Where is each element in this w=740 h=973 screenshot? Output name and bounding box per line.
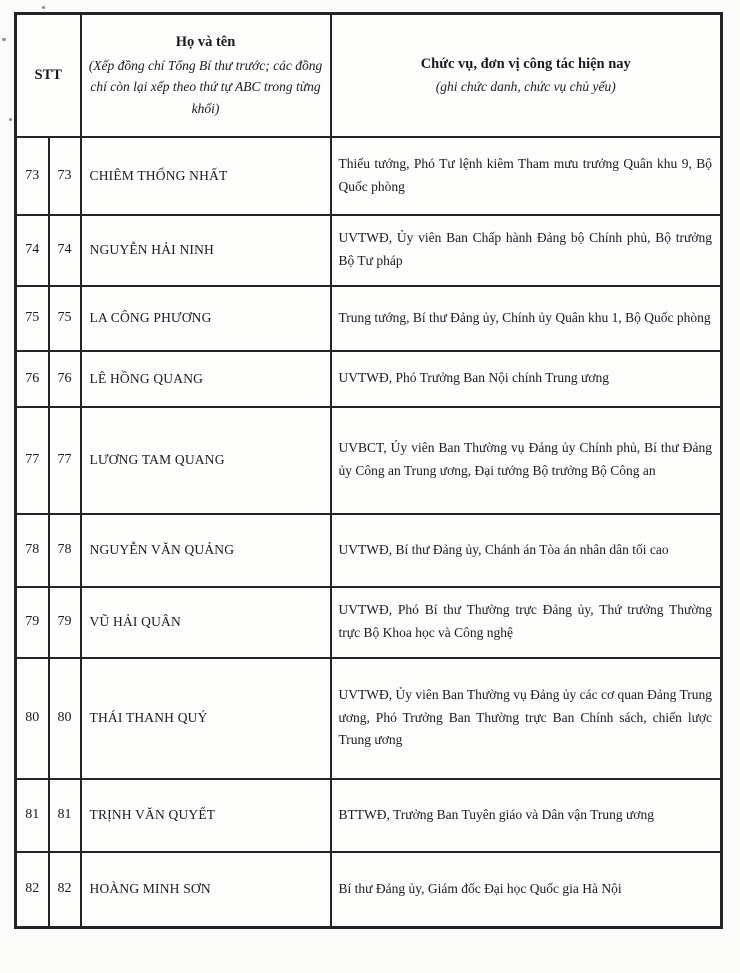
- row-position: UVTWĐ, Ủy viên Ban Thường vụ Đảng ủy các cơ quan Đảng Trung ương, Phó Trưởng Ban Thường trực Ban Chính sách, chiến lược Trung ương: [331, 658, 722, 779]
- row-stt-1: 82: [16, 852, 49, 928]
- table-header-row: [16, 14, 722, 137]
- header-name-title: Họ và tên: [175, 34, 236, 51]
- table-row: [16, 286, 722, 351]
- row-stt-1: 74: [16, 215, 49, 286]
- scan-speck: [42, 6, 45, 9]
- row-stt-1: 81: [16, 779, 49, 852]
- scan-speck: [2, 38, 6, 41]
- row-position: Bí thư Đảng ủy, Giám đốc Đại học Quốc gia Hà Nội: [331, 852, 722, 928]
- header-stt-label: STT: [34, 66, 62, 83]
- row-stt-1: 76: [16, 351, 49, 407]
- row-position: Thiếu tướng, Phó Tư lệnh kiêm Tham mưu trưởng Quân khu 9, Bộ Quốc phòng: [331, 137, 722, 215]
- row-position: UVTWĐ, Phó Trưởng Ban Nội chính Trung ương: [331, 351, 722, 407]
- row-stt-2: 73: [49, 137, 81, 215]
- header-position-note: (ghi chức danh, chức vụ chủ yếu): [435, 79, 616, 95]
- row-stt-2: 80: [49, 658, 81, 779]
- row-stt-2: 78: [49, 514, 81, 587]
- row-name: TRỊNH VĂN QUYẾT: [81, 779, 331, 852]
- table-row: [16, 658, 722, 779]
- header-position-title: Chức vụ, đơn vị công tác hiện nay: [420, 55, 631, 72]
- row-position: UVTWĐ, Ủy viên Ban Chấp hành Đảng bộ Chính phủ, Bộ trưởng Bộ Tư pháp: [331, 215, 722, 286]
- row-stt-2: 82: [49, 852, 81, 928]
- row-name: NGUYỄN VĂN QUẢNG: [81, 514, 331, 587]
- header-cell-name: [81, 14, 331, 137]
- row-position: BTTWĐ, Trưởng Ban Tuyên giáo và Dân vận Trung ương: [331, 779, 722, 852]
- table-row: [16, 587, 722, 658]
- row-stt-2: 79: [49, 587, 81, 658]
- row-name: THÁI THANH QUÝ: [81, 658, 331, 779]
- row-stt-2: 76: [49, 351, 81, 407]
- scan-speck: [9, 118, 12, 121]
- row-stt-2: 75: [49, 286, 81, 351]
- row-name: HOÀNG MINH SƠN: [81, 852, 331, 928]
- table-row: [16, 351, 722, 407]
- document-page: [14, 12, 723, 929]
- row-name: LƯƠNG TAM QUANG: [81, 407, 331, 514]
- row-stt-1: 77: [16, 407, 49, 514]
- header-cell-position: [331, 14, 722, 137]
- row-position: Trung tướng, Bí thư Đảng ủy, Chính ủy Quân khu 1, Bộ Quốc phòng: [331, 286, 722, 351]
- row-stt-2: 77: [49, 407, 81, 514]
- row-position: UVTWĐ, Bí thư Đảng ủy, Chánh án Tòa án nhân dân tối cao: [331, 514, 722, 587]
- header-name-note: (Xếp đồng chí Tổng Bí thư trước; các đồng chí còn lại xếp theo thứ tự ABC trong từng khối): [88, 57, 323, 116]
- table-row: [16, 137, 722, 215]
- table-row: [16, 514, 722, 587]
- table-row: [16, 407, 722, 514]
- row-stt-1: 75: [16, 286, 49, 351]
- row-stt-2: 74: [49, 215, 81, 286]
- row-stt-1: 80: [16, 658, 49, 779]
- row-name: LA CÔNG PHƯƠNG: [81, 286, 331, 351]
- row-stt-1: 79: [16, 587, 49, 658]
- row-name: CHIÊM THỐNG NHẤT: [81, 137, 331, 215]
- table-row: [16, 215, 722, 286]
- row-position: UVBCT, Ủy viên Ban Thường vụ Đảng ủy Chính phủ, Bí thư Đảng ủy Công an Trung ương, Đại tướng Bộ trưởng Bộ Công an: [331, 407, 722, 514]
- header-cell-stt: [16, 14, 81, 137]
- row-name: NGUYỄN HẢI NINH: [81, 215, 331, 286]
- row-stt-1: 78: [16, 514, 49, 587]
- row-position: UVTWĐ, Phó Bí thư Thường trực Đảng ủy, Thứ trưởng Thường trực Bộ Khoa học và Công nghệ: [331, 587, 722, 658]
- row-name: VŨ HẢI QUÂN: [81, 587, 331, 658]
- officials-table: [14, 12, 723, 929]
- table-row: [16, 779, 722, 852]
- row-stt-1: 73: [16, 137, 49, 215]
- row-stt-2: 81: [49, 779, 81, 852]
- row-name: LÊ HỒNG QUANG: [81, 351, 331, 407]
- table-row: [16, 852, 722, 928]
